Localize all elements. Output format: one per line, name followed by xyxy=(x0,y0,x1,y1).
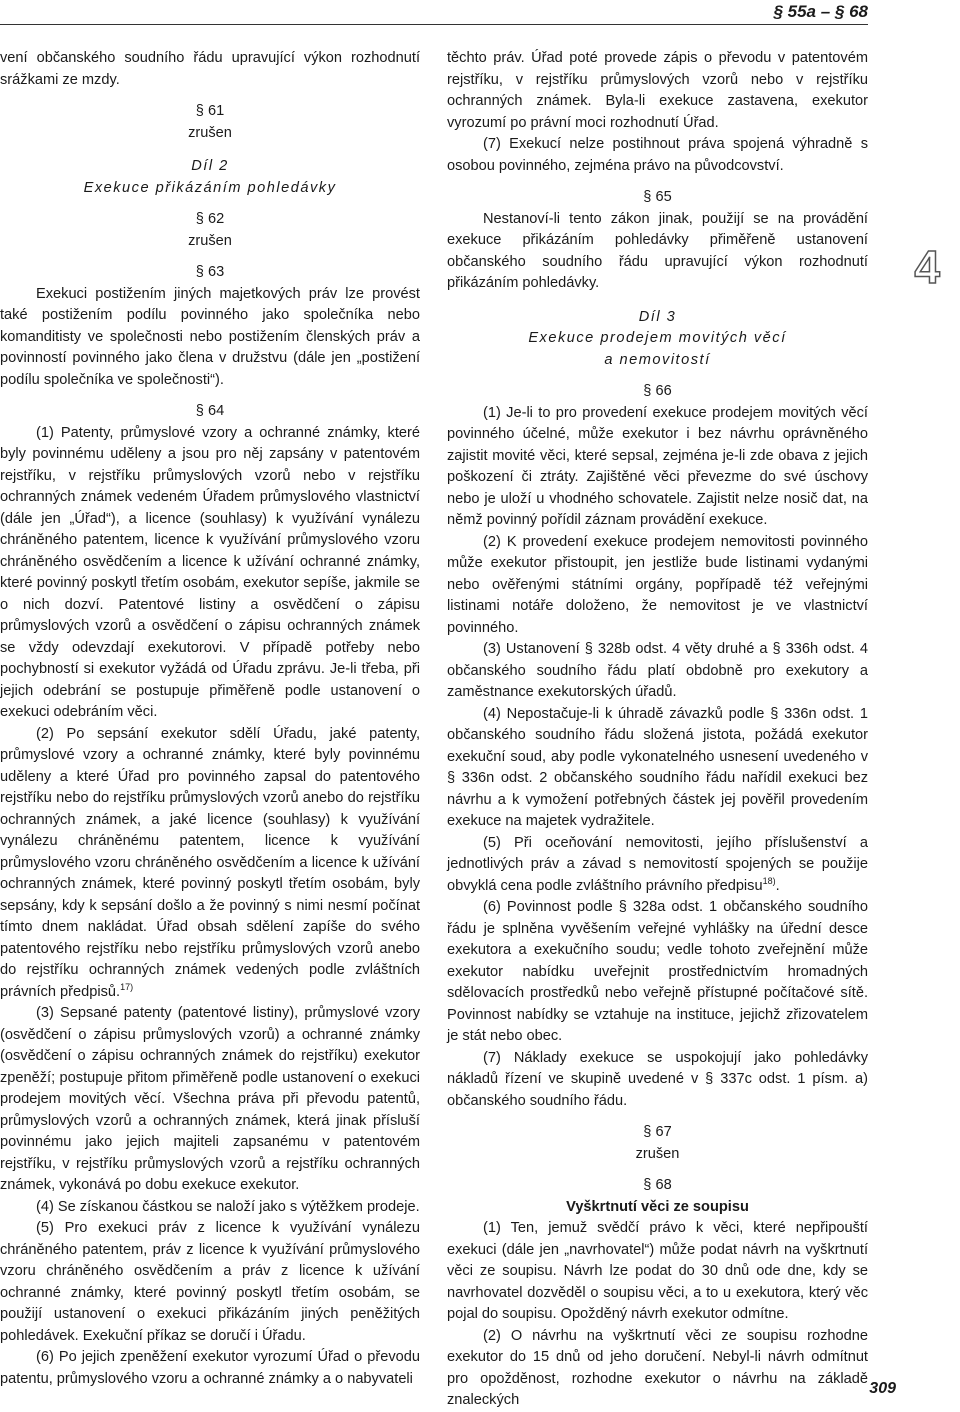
footnote-ref-18: 18) xyxy=(762,875,776,886)
part-3-title-line-2: a nemovitostí xyxy=(604,351,711,368)
section-62-number: § 62 xyxy=(195,211,225,227)
section-66-paragraph-5 xyxy=(447,833,868,898)
left-column xyxy=(0,48,420,1390)
section-66-paragraph-4: (4) Nepostačuje-li k úhradě závazků podle § 336n odst. 1 občanského soudního řádu složená jistota, požádá exekutor exekuční soud, aby podle vykonatelného usnesení uvedeného v § 336n odst. 2 občanského soudního řádu nařídil exekuci bez návrhu a k vymožení potřebných částek jej pověřil provedením exekuce na majetek vydražitele. xyxy=(447,705,868,829)
part-2-label: Díl 2 xyxy=(191,158,229,174)
part-2-heading xyxy=(0,156,420,199)
part-3-label: Díl 3 xyxy=(638,308,677,325)
section-68-paragraph-1: (1) Ten, jemuž svědčí právo k věci, které nepřipouští exekuci (dále jen „navrhovatel“) může podat návrh na vyškrtnutí věci ze soupisu. Návrh lze podat do 30 dnů ode dne, kdy se navrhovatel dozvěděl o soupisu věci, a to u exekutora, který věc pojal do soupisu. Opožděný návrh exekutor odmítne. xyxy=(447,1220,868,1322)
footnote-ref-17: 17) xyxy=(120,981,134,992)
section-64-paragraph-4: (4) Se získanou částkou se naloží jako s výtěžkem prodeje. xyxy=(36,1198,420,1215)
section-67-note: zrušen xyxy=(635,1145,680,1162)
running-head: § 55a – § 68 xyxy=(773,2,868,21)
section-64-paragraph-5: (5) Pro exekuci práv z licence k využívání vynálezu chráněného patentem, práv z licence k využívání průmyslového vzoru chráněného osvědčením a práv z licence k užívání ochranné známky, které povinný poskytl třetím osobám, se použijí ustanovení o exekuci přikázáním jiných peněžitých pohledávek. Exekuční příkaz se doručí i Úřadu. xyxy=(0,1220,420,1344)
section-64-paragraph-3: (3) Sepsané patenty (patentové listiny), průmyslové vzory (osvědčení o zápisu průmyslových vzorů) a ochranné známky (osvědčení o zápisu ochranných známek do rejstříku) exekutor zpeněží; postupuje přitom přiměřeně podle ustanovení o exekuci prodejem movitých věcí. Všechna práva při převodu patentů, průmyslových vzorů a ochranných známek, která jinak přísluší povinnému jako jejich majiteli zapsanému v patentovém rejstříku, v rejstříku průmyslových vzorů a rejstříku ochranných známek, vykonává po dobu exekuce exekutor. xyxy=(0,1005,420,1193)
part-3-title-line-1: Exekuce prodejem movitých věcí xyxy=(528,330,787,346)
chapter-tab: 4 xyxy=(914,241,940,293)
right-column xyxy=(447,48,868,1412)
header-rule xyxy=(0,24,868,25)
section-66-paragraph-7: (7) Náklady exekuce se uspokojují jako pohledávky nákladů řízení ve skupině uvedené v § 337c odst. 1 písm. a) občanského soudního řádu. xyxy=(447,1049,868,1109)
intro-paragraph: vení občanského soudního řádu upravující výkon rozhodnutí srážkami ze mzdy. xyxy=(0,50,420,88)
section-65-number: § 65 xyxy=(643,189,672,205)
section-62-note: zrušen xyxy=(188,232,232,249)
section-66-paragraph-6: (6) Povinnost podle § 328a odst. 1 občanského soudního řádu je splněna vyvěšením veřejné vyhlášky na úřední desce exekutora a exekučního soudu; vedle tohoto zveřejnění může exekutor nabídku uveřejnit prostřednictvím hromadných sdělovacích prostředků nebo veřejně přístupné počítačové sítě. Povinnost nabídky se vztahuje na instituce, jejichž zřizovatelem je stát nebo obec. xyxy=(447,899,868,1044)
section-68-title: Vyškrtnutí věci ze soupisu xyxy=(566,1198,749,1215)
section-68-paragraph-2: (2) O návrhu na vyškrtnutí věci ze soupisu rozhodne exekutor do 15 dnů od jeho doručení. Nebyl-li návrh odmítnut pro opožděnost, rozhodne exekutor o návrhu na základě znaleckých xyxy=(447,1327,868,1408)
section-66-paragraph-3: (3) Ustanovení § 328b odst. 4 věty druhé a § 336h odst. 4 občanského soudního řádu platí obdobně pro exekutory a zaměstnance exekutorských úřadů. xyxy=(447,641,868,700)
page-number: 309 xyxy=(869,1380,896,1397)
section-66-paragraph-1: (1) Je-li to pro provedení exekuce prodejem movitých věcí povinného účelné, může exekutor i bez návrhu oprávněného zajistit movité věci, které sepsal, zejména je-li zde obava z jejich poškození či ztráty. Zajištěné věci převezme do své úschovy nebo je uloží u vhodného schovatele. Zajistit nelze nosič dat, na němž povinný pořídil záznam provádění exekuce. xyxy=(447,404,868,528)
section-66-paragraph-2: (2) K provedení exekuce prodejem nemovitosti povinného může exekutor přistoupit, jen jestliže bude listinami vydanými nebo ověřenými státními orgány, popřípadě též veřejnými listinami notáře doloženo, že nemovitost je ve vlastnictví povinného. xyxy=(447,533,868,636)
section-64-paragraph-2-text: (2) Po sepsání exekutor sdělí Úřadu, jaké patenty, průmyslové vzory a ochranné známky, které byly povinnému uděleny a které Úřad pro povinného zapsal do patentového rejstříku nebo do rejstříku průmyslových vzorů anebo do rejstříku ochranných známek, a jaké licence (souhlasy) k využívání vynálezu chráněnému patentem, licence k využívání průmyslového vzoru chráněného osvědčením a licence k užívání ochranných známek, které povinný poskytl třetím osobám, byly sepsány, kdy k sepsání došlo a že povinný s nimi nesmí počínat tímto dnem nakládat. Úřad obsah sdělení zapíše do svého patentového rejstříku nebo rejstříku průmyslových vzorů anebo do rejstříku ochranných známek vedených podle zvláštních právních předpisů. xyxy=(0,725,420,1000)
section-64-paragraph-6: (6) Po jejich zpeněžení exekutor vyrozumí Úřad o převodu patentu, průmyslového vzoru a ochranné známky a o nabyvateli xyxy=(0,1349,420,1387)
section-64-number: § 64 xyxy=(195,403,225,419)
section-64-paragraph-2 xyxy=(0,724,420,1004)
section-64-paragraph-7: (7) Exekucí nelze postihnout práva spojená výhradně s osobou povinného, zejména právo na původcovství. xyxy=(447,136,868,174)
section-63-number: § 63 xyxy=(195,264,225,280)
section-67-number: § 67 xyxy=(643,1124,672,1140)
section-65-paragraph: Nestanoví-li tento zákon jinak, použijí se na provádění exekuce přikázáním pohledávky přiměřeně ustanovení občanského soudního řádu upravující výkon rozhodnutí přikázáním pohledávky. xyxy=(447,210,868,291)
continuation-paragraph: těchto práv. Úřad poté provede zápis o převodu v patentovém rejstříku, v rejstříku průmyslových vzorů nebo v rejstříku ochranných známek. Byla-li exekuce zastavena, exekutor vyrozumí po právní moci rozhodnutí Úřad. xyxy=(447,50,868,131)
section-66-number: § 66 xyxy=(643,383,672,399)
section-61-note: zrušen xyxy=(188,124,232,141)
part-2-title: Exekuce přikázáním pohledávky xyxy=(83,179,337,196)
section-66-paragraph-5-text: (5) Při oceňování nemovitosti, jejího příslušenství a jednotlivých práv a závad s nemovitostí spojených se použije obvyklá cena podle zvláštního právního předpisu xyxy=(447,834,868,894)
part-3-heading xyxy=(447,307,868,372)
section-66-paragraph-5-end: . xyxy=(775,877,780,894)
section-61-number: § 61 xyxy=(195,103,225,119)
section-68-number: § 68 xyxy=(643,1177,672,1193)
section-63-paragraph: Exekuci postižením jiných majetkových práv lze provést také postižením podílu povinného jako společníka nebo komanditisty ve společnosti nebo postižením členských práv a povinností povinného jako člena v družstvu (dále jen „postižení podílu společníka ve společnosti“). xyxy=(0,285,420,388)
section-64-paragraph-1: (1) Patenty, průmyslové vzory a ochranné známky, které byly povinnému uděleny a jsou pro něj zapsány v patentovém rejstříku, v rejstříku průmyslových vzorů nebo v rejstříku ochranných známek vedeném Úřadem průmyslového vlastnictví (dále jen „Úřad“), a licence (souhlasy) k využívání vynálezu chráněného patentem, licence k využívání průmyslového vzoru chráněného osvědčením a licence k užívání ochranné známky, které povinný poskytl třetím osobám, exekutor sepíše, jakmile se o nich dozví. Patentové listiny a osvědčení o zápisu průmyslových vzorů a osvědčení o zápisu ochranných známek se vždy odevzdají exekutorovi. V případě potřeby nebo pochybností si exekutor vyžádá od Úřadu zprávu. Je-li třeba, při jejich odebrání se postupuje přiměřeně podle ustanovení o exekuci odebráním věci. xyxy=(0,424,420,720)
